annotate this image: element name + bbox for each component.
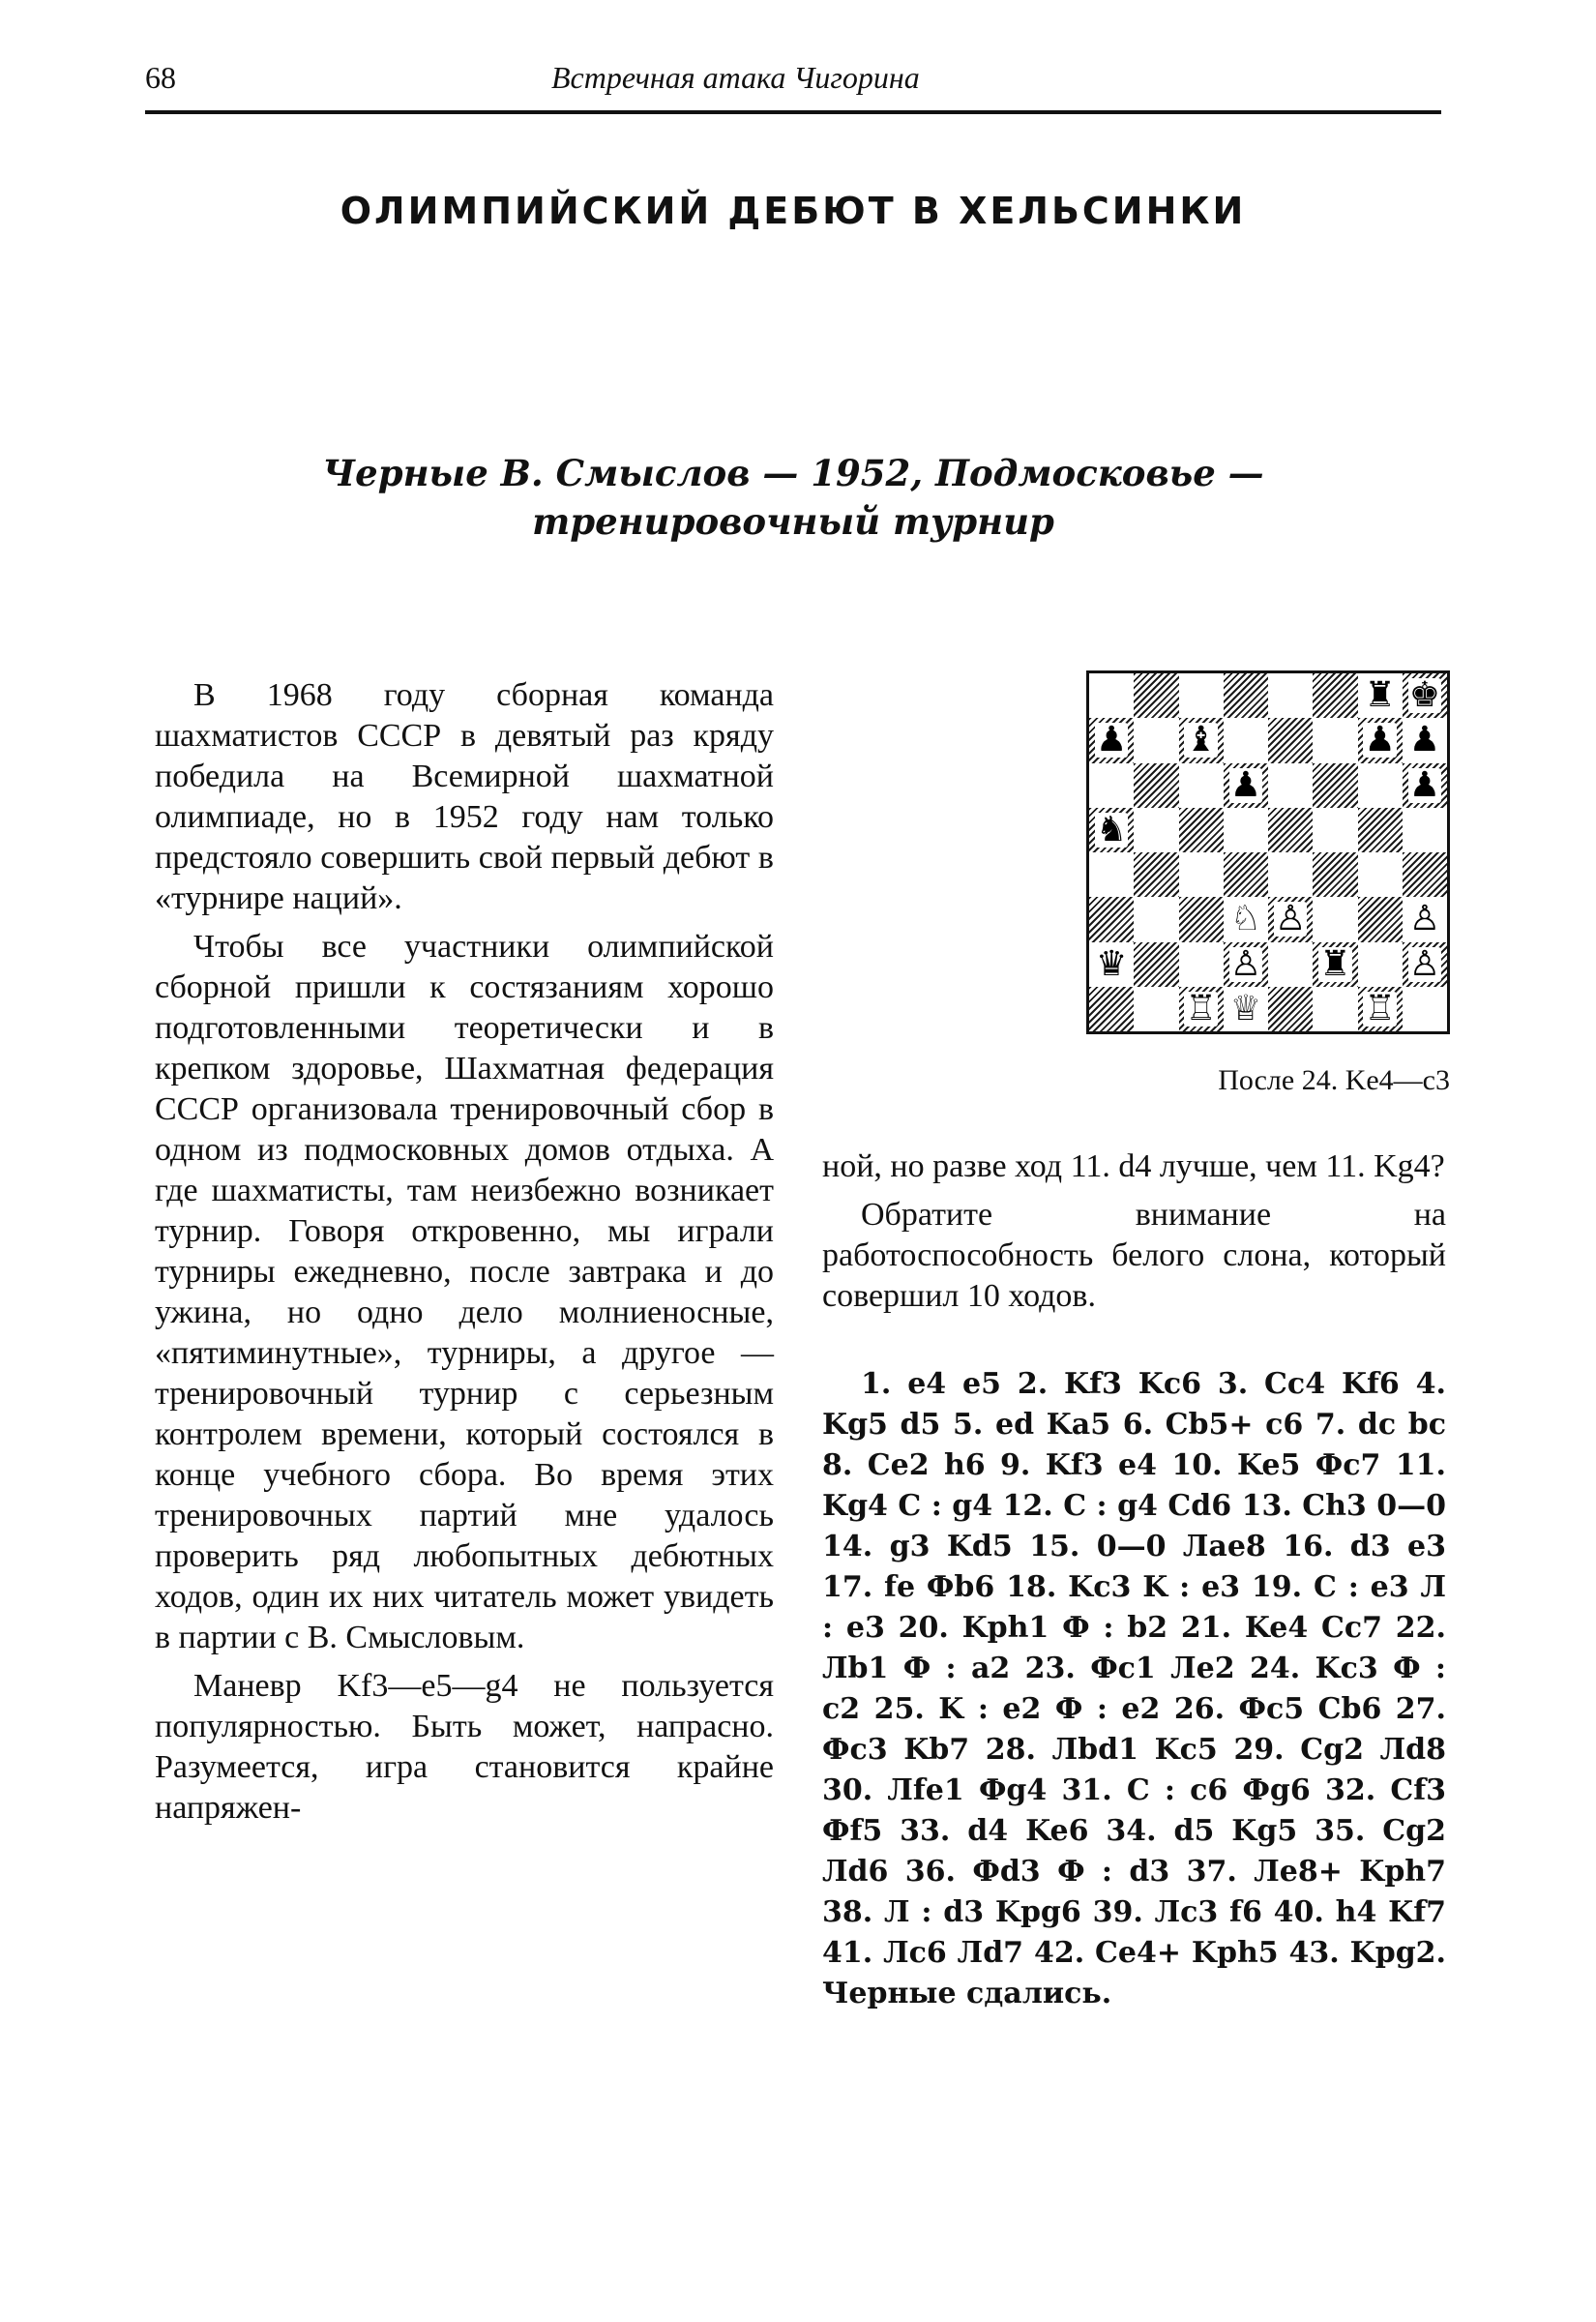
square-g5 (1358, 808, 1403, 852)
square-h6 (1403, 763, 1447, 808)
square-g1 (1358, 987, 1403, 1031)
square-f5 (1313, 808, 1357, 852)
square-e1 (1268, 987, 1313, 1031)
square-f8 (1313, 673, 1357, 718)
white-rook-icon: ♖ (1185, 988, 1217, 1028)
left-column (155, 675, 774, 1829)
game-heading (145, 449, 1441, 546)
square-e3 (1268, 897, 1313, 941)
black-knight-icon: ♞ (1095, 809, 1128, 849)
square-a1 (1089, 987, 1134, 1031)
paragraph: Обратите внимание на работоспособность белого слона, который совершил 10 ходов. (822, 1197, 1446, 1314)
black-king-icon: ♚ (1408, 675, 1441, 716)
square-f2 (1313, 942, 1357, 987)
square-f7 (1313, 718, 1357, 762)
page-number: 68 (145, 60, 176, 95)
square-d7 (1224, 718, 1268, 762)
square-a3 (1089, 897, 1134, 941)
square-b3 (1134, 897, 1178, 941)
square-a4 (1089, 852, 1134, 897)
square-h8 (1403, 673, 1447, 718)
square-d6 (1224, 763, 1268, 808)
black-rook-icon: ♜ (1319, 943, 1351, 984)
square-c5 (1179, 808, 1224, 852)
square-f4 (1313, 852, 1357, 897)
square-c7 (1179, 718, 1224, 762)
black-rook-icon: ♜ (1364, 675, 1396, 716)
square-f6 (1313, 763, 1357, 808)
square-a2 (1089, 942, 1134, 987)
square-e8 (1268, 673, 1313, 718)
square-a7 (1089, 718, 1134, 762)
square-d1 (1224, 987, 1268, 1031)
square-c2 (1179, 942, 1224, 987)
black-queen-icon: ♛ (1095, 943, 1128, 984)
black-pawn-icon: ♟ (1095, 720, 1128, 760)
square-c1 (1179, 987, 1224, 1031)
square-h3 (1403, 897, 1447, 941)
square-h1 (1403, 987, 1447, 1031)
square-c6 (1179, 763, 1224, 808)
paragraph: Чтобы все участники олимпийской сборной пришли к состязаниям хорошо подготовленными теоретически и в крепком здоровье, Шахматная федерация СССР организовала тренировочный сбор в одном из подмосковных домов отдыха. А где шахматисты, там неизбежно возникает турнир. Говоря откровенно, мы играли турниры ежедневно, после завтрака и до ужина, но одно дело молниеносные, «пятиминутные», турниры, а другое — тренировочный турнир с серьезным контролем времени, который состоялся в конце учебного сбора. Во время этих тренировочных партий мне удалось проверить ряд любопытных дебютных ходов, один их них читатель может увидеть в партии с В. Смысловым. (155, 929, 774, 1655)
square-d4 (1224, 852, 1268, 897)
square-b4 (1134, 852, 1178, 897)
square-e7 (1268, 718, 1313, 762)
running-title: Встречная атака Чигорина (551, 60, 920, 95)
square-h2 (1403, 942, 1447, 987)
square-a6 (1089, 763, 1134, 808)
square-g8 (1358, 673, 1403, 718)
square-b6 (1134, 763, 1178, 808)
square-b1 (1134, 987, 1178, 1031)
square-e5 (1268, 808, 1313, 852)
square-b7 (1134, 718, 1178, 762)
square-h4 (1403, 852, 1447, 897)
square-g6 (1358, 763, 1403, 808)
square-g4 (1358, 852, 1403, 897)
square-c8 (1179, 673, 1224, 718)
paragraph-continuation: ной, но разве ход 11. d4 лучше, чем 11. Kg4? (822, 1148, 1445, 1184)
square-f3 (1313, 897, 1357, 941)
square-e4 (1268, 852, 1313, 897)
black-pawn-icon: ♟ (1229, 764, 1262, 805)
running-head (145, 60, 1441, 108)
square-c3 (1179, 897, 1224, 941)
square-d2 (1224, 942, 1268, 987)
black-pawn-icon: ♟ (1364, 720, 1396, 760)
square-d5 (1224, 808, 1268, 852)
square-h7 (1403, 718, 1447, 762)
white-queen-icon: ♕ (1229, 988, 1262, 1028)
game-heading-line2: тренировочный турнир (532, 500, 1054, 543)
square-f1 (1313, 987, 1357, 1031)
square-g7 (1358, 718, 1403, 762)
moves-text: 1. e4 e5 2. Kf3 Kc6 3. Cc4 Kf6 4. Kg5 d5 5. ed Ka5 6. Cb5+ c6 7. dc bc 8. Ce2 h6 9. Kf3 e4 10. Ke5 Фc7 11. Kg4 C : g4 12. C : g4 Cd6 13. Ch3 0—0 14. g3 Kd5 15. 0—0 Лae8 16. d3 e3 17. fe Фb6 18. Kc3 K : e3 19. C : e3 Л : e3 20. Kph1 Ф : b2 21. Ke4 Cc7 22. Лb1 Ф : a2 23. Фc1 Лe2 24. Kc3 Ф : c2 25. K : e2 Ф : e2 26. Фc5 Cb6 27. Фc3 Kb7 28. Лbd1 Kc5 29. Cg2 Лd8 30. Лfe1 Фg4 31. C : c6 Фg6 32. Cf3 Фf5 33. d4 Ke6 34. d5 Kg5 35. Cg2 Лd6 36. Фd3 Ф : d3 37. Лe8+ Kph7 38. Л : d3 Kpg6 39. Лc3 f6 40. h4 Kf7 41. Лc6 Лd7 42. Ce4+ Kph5 43. Kpg2. Черные сдались. (822, 1367, 1446, 2010)
white-pawn-icon: ♙ (1229, 943, 1262, 984)
square-b8 (1134, 673, 1178, 718)
white-pawn-icon: ♙ (1274, 899, 1307, 939)
white-knight-icon: ♘ (1229, 899, 1262, 939)
square-b2 (1134, 942, 1178, 987)
diagram-caption: После 24. Ke4—c3 (1218, 1064, 1450, 1096)
square-b5 (1134, 808, 1178, 852)
square-g3 (1358, 897, 1403, 941)
right-column (822, 1146, 1446, 1317)
paragraph: Маневр Kf3—e5—g4 не пользуется популярностью. Быть может, напрасно. Разумеется, игра становится крайне напряжен- (155, 1668, 774, 1826)
game-heading-line1: Черные В. Смыслов — 1952, Подмосковье — (322, 452, 1264, 494)
square-d8 (1224, 673, 1268, 718)
chapter-title: ОЛИМПИЙСКИЙ ДЕБЮТ В ХЕЛЬСИНКИ (340, 190, 1247, 232)
game-moves (822, 1364, 1446, 2014)
square-h5 (1403, 808, 1447, 852)
black-bishop-icon: ♝ (1185, 720, 1217, 760)
black-pawn-icon: ♟ (1408, 720, 1441, 760)
square-a8 (1089, 673, 1134, 718)
paragraph: В 1968 году сборная команда шахматистов СССР в девятый раз кряду победила на Всемирной шахматной олимпиаде, но в 1952 году нам только предстояло совершить свой первый дебют в «турнире наций». (155, 677, 774, 916)
header-rule (145, 110, 1441, 114)
white-pawn-icon: ♙ (1408, 943, 1441, 984)
square-g2 (1358, 942, 1403, 987)
square-c4 (1179, 852, 1224, 897)
chess-diagram (1086, 670, 1450, 1034)
square-e6 (1268, 763, 1313, 808)
square-e2 (1268, 942, 1313, 987)
square-a5 (1089, 808, 1134, 852)
black-pawn-icon: ♟ (1408, 764, 1441, 805)
white-rook-icon: ♖ (1364, 988, 1396, 1028)
square-d3 (1224, 897, 1268, 941)
white-pawn-icon: ♙ (1408, 899, 1441, 939)
